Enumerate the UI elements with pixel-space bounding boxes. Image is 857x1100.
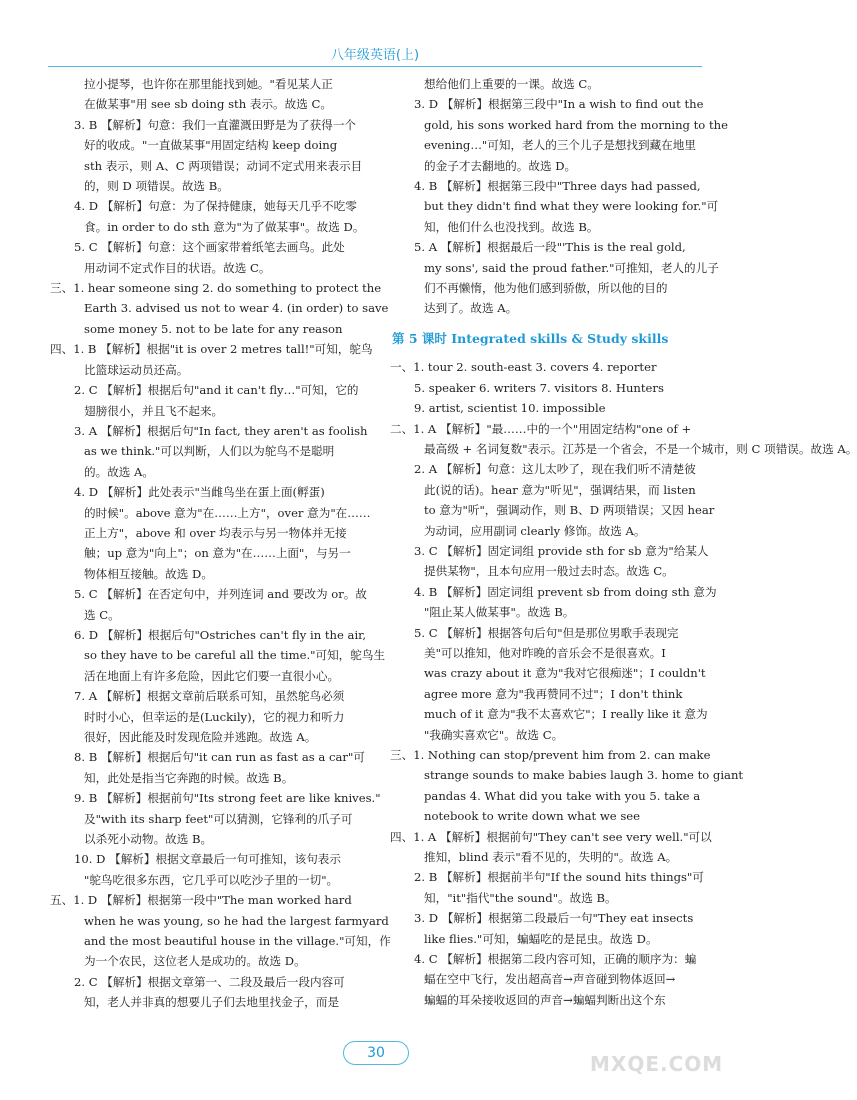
text-line: 好的收成。"一直做某事"用固定结构 keep doing [84, 138, 338, 153]
lesson-title: 第 5 课时 Integrated skills & Study skills [392, 330, 669, 346]
text-line: 蝠在空中飞行，发出超高音→声音碰到物体返回→ [424, 972, 676, 987]
text-line: 此(说的话)。hear 意为"听见"，强调结果，而 listen [424, 482, 696, 497]
text-line: some money 5. not to be late for any reason [84, 321, 343, 336]
text-line: "鸵鸟吃很多东西，它几乎可以吃沙子里的一切"。 [84, 872, 339, 887]
page-header-title: 八年级英语(上) [330, 48, 420, 63]
text-line: 知，"it"指代"the sound"。故选 B。 [424, 890, 617, 905]
text-line: 7. A 【解析】根据文章前后联系可知，虽然鸵鸟必须 [74, 689, 345, 704]
text-line: pandas 4. What did you take with you 5. take a [424, 788, 701, 803]
text-line: 5. C 【解析】在否定句中，并列连词 and 要改为 or。故 [74, 587, 367, 602]
text-line: 翅膀很小，并且飞不起来。 [84, 403, 224, 418]
text-line: 知，老人并非真的想要儿子们去地里找金子，而是 [84, 995, 340, 1010]
text-line: 达到了。故选 A。 [424, 301, 518, 316]
text-line: 物体相互接触。故选 D。 [84, 566, 213, 581]
text-line: 推知，blind 表示"看不见的，失明的"。故选 A。 [424, 850, 678, 865]
text-line: 蝙蝠的耳朵接收返回的声音→蝙蝠判断出这个东 [424, 992, 666, 1007]
text-line: 三、1. hear someone sing 2. do something to protect the [50, 281, 382, 296]
text-line: strange sounds to make babies laugh 3. home to giant [424, 768, 744, 783]
text-line: 的。故选 A。 [84, 464, 155, 479]
header-divider [48, 66, 702, 67]
page-number: 30 [343, 1041, 409, 1065]
text-line: 食。in order to do sth 意为"为了做某事"。故选 D。 [84, 219, 365, 234]
text-line: 三、1. Nothing can stop/prevent him from 2. can make [390, 748, 711, 762]
text-line: 5. speaker 6. writers 7. visitors 8. Hunters [414, 380, 664, 395]
text-line: 4. C 【解析】根据第二段内容可知，正确的顺序为：蝙 [414, 952, 697, 967]
right-column-part-a [390, 74, 728, 319]
text-line: Earth 3. advised us not to wear 4. (in order) to save [84, 301, 389, 316]
watermark-logo: MXQE.COM [590, 1052, 724, 1076]
text-line: 9. artist, scientist 10. impossible [414, 401, 606, 416]
text-line: 想给他们上重要的一课。故选 C。 [424, 77, 599, 91]
text-line: like flies."可知，蝙蝠吃的是昆虫。故选 D。 [424, 931, 658, 946]
text-line: 一、1. tour 2. south-east 3. covers 4. reporter [390, 360, 657, 375]
text-line: 正上方"，above 和 over 均表示与另一物体并无接 [84, 525, 347, 540]
text-line: 4. D 【解析】句意：为了保持健康，她每天几乎不吃零 [74, 199, 357, 214]
text-line: 比篮球运动员还高。 [84, 362, 189, 377]
text-line: sth 表示，则 A、C 两项错误；动词不定式用来表示目 [84, 158, 363, 173]
right-column [390, 74, 857, 1010]
text-line: much of it 意为"我不太喜欢它"；I really like it 意为 [424, 707, 708, 722]
text-line: 及"with its sharp feet"可以猜测，它锋利的爪子可 [84, 811, 353, 826]
text-line: as we think."可以判断，人们以为鸵鸟不是聪明 [84, 444, 335, 459]
text-line: 4. B 【解析】固定词组 prevent sb from doing sth 意为 [414, 584, 717, 599]
text-line: but they didn't find what they were looking for."可 [424, 199, 719, 214]
text-line: 2. A 【解析】句意：这儿太吵了，现在我们听不清楚彼 [414, 462, 696, 477]
text-line: 选 C。 [84, 607, 120, 622]
text-line: 3. B 【解析】句意：我们一直灌溉田野是为了获得一个 [74, 117, 357, 132]
text-line: 很好，因此能及时发现危险并逃跑。故选 A。 [84, 730, 317, 744]
text-line: 拉小提琴，也许你在那里能找到她。"看见某人正 [84, 77, 333, 91]
text-line: 们不再懒惰，他为他们感到骄傲，所以他的目的 [424, 281, 668, 296]
text-line: 活在地面上有许多危险，因此它们要一直很小心。 [84, 668, 340, 683]
text-line: 最高级 + 名词复数"表示。江苏是一个省会，不是一个城市，则 C 项错误。故选 A。 [424, 441, 857, 456]
text-line: 2. B 【解析】根据前半句"If the sound hits things"可 [414, 870, 704, 885]
right-column-part-b [390, 357, 857, 1010]
text-line: 4. D 【解析】此处表示"当雌鸟坐在蛋上面(孵蛋) [74, 485, 325, 500]
left-column [50, 74, 391, 1013]
text-line: 用动词不定式作目的状语。故选 C。 [84, 260, 271, 275]
text-line: 5. C 【解析】句意：这个画家带着纸笔去画鸟。此处 [74, 240, 345, 255]
text-line: 3. A 【解析】根据后句"In fact, they aren't as foolish [74, 423, 368, 438]
text-line: 5. A 【解析】根据最后一段"'This is the real gold, [414, 240, 686, 255]
text-line: 知，此处是指当它奔跑的时候。故选 B。 [84, 770, 294, 785]
text-line: 4. B 【解析】根据第三段中"Three days had passed, [414, 179, 701, 194]
text-line: 为动词，应用副词 clearly 修饰。故选 A。 [424, 523, 646, 538]
text-line: evening…"可知，老人的三个儿子是想找到藏在地里 [424, 138, 696, 153]
text-line: 的时候"。above 意为"在……上方"，over 意为"在…… [84, 505, 371, 520]
text-line: 为一个农民，这位老人是成功的。故选 D。 [84, 954, 306, 969]
text-line: gold, his sons worked hard from the morning to the [424, 117, 728, 132]
text-line: 以杀死小动物。故选 B。 [84, 832, 213, 847]
text-line: was crazy about it 意为"我对它很痴迷"；I couldn't [424, 666, 706, 681]
text-line: 10. D 【解析】根据文章最后一句可推知，该句表示 [74, 852, 341, 867]
text-line: agree more 意为"我再赞同不过"；I don't think [424, 686, 683, 701]
text-line: "阻止某人做某事"。故选 B。 [424, 605, 575, 620]
text-line: 2. C 【解析】根据文章第一、二段及最后一段内容可 [74, 974, 345, 989]
text-line: 2. C 【解析】根据后句"and it can't fly…"可知，它的 [74, 383, 359, 398]
text-line: 5. C 【解析】根据答句后句"但是那位男歌手表现完 [414, 625, 679, 640]
text-line: notebook to write down what we see [424, 809, 641, 824]
text-line: 3. D 【解析】根据第二段最后一句"They eat insects [414, 911, 694, 926]
text-line: 提供某物"，且本句应用一般过去时态。故选 C。 [424, 564, 674, 579]
text-line: 四、1. B 【解析】根据"it is over 2 metres tall!"可知，鸵鸟 [50, 342, 373, 357]
text-line: 9. B 【解析】根据前句"Its strong feet are like knives." [74, 791, 381, 806]
text-line: so they have to be careful all the time."可知，鸵鸟生 [84, 648, 386, 663]
text-line: to 意为"听"，强调动作，则 B、D 两项错误；又因 hear [424, 503, 715, 518]
text-line: 在做某事"用 see sb doing sth 表示。故选 C。 [84, 97, 332, 112]
text-line: 时时小心，但幸运的是(Luckily)，它的视力和听力 [84, 709, 345, 724]
text-line: and the most beautiful house in the village."可知，作 [84, 934, 391, 949]
text-line: 美"可以推知，他对昨晚的音乐会不是很喜欢。I [424, 645, 666, 660]
text-line: 的金子才去翻地的。故选 D。 [424, 158, 577, 173]
text-line: 8. B 【解析】根据后句"it can run as fast as a car"可 [74, 750, 365, 765]
text-line: 触；up 意为"向上"；on 意为"在……上面"，与另一 [84, 546, 351, 561]
text-line: 的，则 D 项错误。故选 B。 [84, 179, 229, 194]
text-line: 二、1. A 【解析】"最……中的一个"用固定结构"one of + [390, 421, 692, 436]
text-line: 6. D 【解析】根据后句"Ostriches can't fly in the air, [74, 627, 367, 642]
text-line: 知，他们什么也没找到。故选 B。 [424, 219, 599, 234]
text-line: 五、1. D 【解析】根据第一段中"The man worked hard [50, 893, 352, 908]
text-line: 3. C 【解析】固定词组 provide sth for sb 意为"给某人 [414, 543, 709, 558]
text-line: 3. D 【解析】根据第三段中"In a wish to find out the [414, 97, 704, 112]
text-line: when he was young, so he had the largest farmyard [84, 913, 389, 928]
text-line: "我确实喜欢它"。故选 C。 [424, 727, 564, 742]
text-line: my sons', said the proud father."可推知，老人的儿子 [424, 260, 719, 275]
text-line: 四、1. A 【解析】根据前句"They can't see very well."可以 [390, 829, 712, 844]
